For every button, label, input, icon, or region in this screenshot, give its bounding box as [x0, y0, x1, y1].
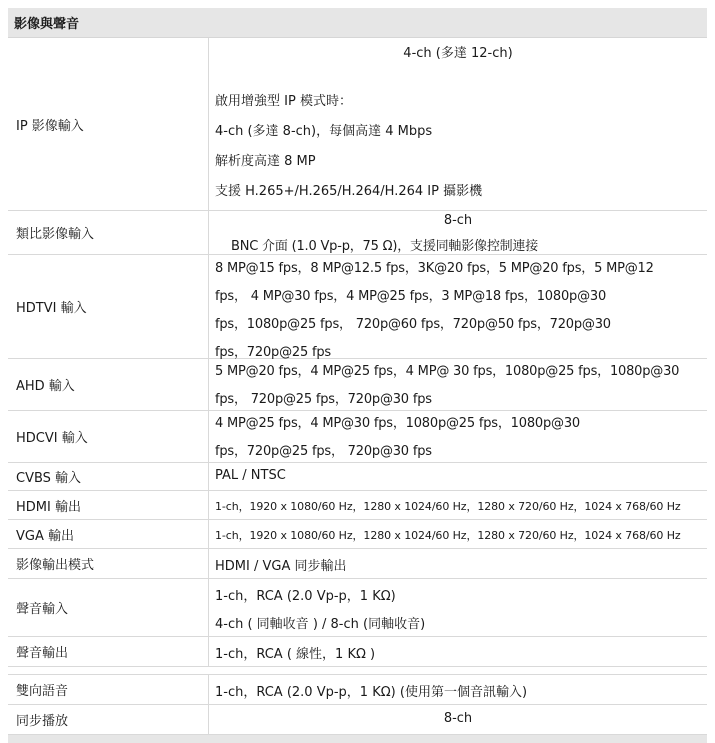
row-label: 類比影像輸入: [8, 211, 209, 254]
spec-row-hdcvi-input: [8, 411, 707, 463]
row-value: [209, 255, 707, 358]
row-label: AHD 輸入: [8, 359, 209, 410]
value-line: 1-ch，RCA (2.0 Vp-p，1 KΩ): [215, 589, 396, 604]
value-line: fps， 720p@25 fps，720p@30 fps: [215, 392, 432, 407]
spec-row-ip-video-input: [8, 38, 707, 211]
value-line: 4-ch (多達 12-ch): [403, 46, 513, 61]
row-label: HDMI 輸出: [8, 491, 209, 519]
spec-row-vga-output: [8, 520, 707, 549]
row-value: [209, 637, 707, 666]
value-line: 啟用增強型 IP 模式時：: [215, 94, 352, 109]
row-label: 聲音輸入: [8, 579, 209, 636]
spec-row-sync-playback: [8, 705, 707, 735]
row-label: 影像輸出模式: [8, 549, 209, 578]
row-value: [209, 211, 707, 254]
row-label: 同步播放: [8, 705, 209, 734]
spec-row-two-way-audio: [8, 675, 707, 705]
row-value: [209, 705, 707, 734]
value-line: 1-ch，RCA ( 線性，1 KΩ ): [215, 647, 376, 662]
value-line: 支援 H.265+/H.265/H.264/H.264 IP 攝影機: [215, 184, 483, 199]
row-label: CVBS 輸入: [8, 463, 209, 490]
value-line: PAL / NTSC: [215, 468, 286, 483]
row-separator: [8, 667, 707, 675]
row-label: VGA 輸出: [8, 520, 209, 548]
value-line: 4-ch ( 同軸收音 ) / 8-ch (同軸收音): [215, 617, 426, 632]
row-value: [209, 549, 707, 578]
spec-row-audio-input: [8, 579, 707, 637]
spec-table: [8, 8, 707, 743]
value-line: 8 MP@15 fps，8 MP@12.5 fps，3K@20 fps，5 MP@20 fps，5 MP@12: [215, 261, 654, 276]
row-label: IP 影像輸入: [8, 38, 209, 210]
value-line: 8-ch: [443, 711, 473, 726]
row-label: 雙向語音: [8, 675, 209, 704]
value-line: 1-ch，RCA (2.0 Vp-p，1 KΩ) (使用第一個音訊輸入): [215, 685, 528, 700]
spec-row-ahd-input: [8, 359, 707, 411]
value-line: fps，1080p@25 fps， 720p@60 fps，720p@50 fps，720p@30: [215, 317, 611, 332]
row-label: HDTVI 輸入: [8, 255, 209, 358]
section-title: 影像與聲音: [14, 17, 80, 32]
spec-row-audio-output: [8, 637, 707, 667]
row-value: [209, 463, 707, 490]
spec-row-analog-video-input: [8, 211, 707, 255]
row-label: 聲音輸出: [8, 637, 209, 666]
value-line: 8-ch: [443, 213, 473, 228]
row-value: [209, 411, 707, 462]
value-line: 1-ch，1920 x 1080/60 Hz，1280 x 1024/60 Hz，1280 x 720/60 Hz，1024 x 768/60 Hz: [215, 529, 681, 542]
row-value: [209, 38, 707, 210]
row-value: [209, 520, 707, 548]
value-line: fps，720p@25 fps: [215, 345, 331, 360]
value-line: HDMI / VGA 同步輸出: [215, 559, 347, 574]
section-header: [8, 8, 707, 38]
value-line: 1-ch，1920 x 1080/60 Hz，1280 x 1024/60 Hz，1280 x 720/60 Hz，1024 x 768/60 Hz: [215, 500, 681, 513]
spec-row-hdmi-output: [8, 491, 707, 520]
row-label: HDCVI 輸入: [8, 411, 209, 462]
row-value: [209, 675, 707, 704]
row-value: [209, 491, 707, 519]
value-line: 4 MP@25 fps，4 MP@30 fps，1080p@25 fps，1080p@30: [215, 416, 580, 431]
row-value: [209, 359, 707, 410]
spec-row-cvbs-input: [8, 463, 707, 491]
value-line: fps，720p@25 fps， 720p@30 fps: [215, 444, 432, 459]
value-line: 5 MP@20 fps，4 MP@25 fps，4 MP@ 30 fps，1080p@25 fps，1080p@30: [215, 364, 680, 379]
spec-row-video-output-mode: [8, 549, 707, 579]
value-line: fps， 4 MP@30 fps，4 MP@25 fps，3 MP@18 fps，1080p@30: [215, 289, 607, 304]
value-line: 解析度高達 8 MP: [215, 154, 316, 169]
value-line: 4-ch (多達 8-ch)，每個高達 4 Mbps: [215, 124, 433, 139]
value-line: BNC 介面 (1.0 Vp-p，75 Ω)，支援同軸影像控制連接: [231, 239, 539, 254]
spec-row-hdtvi-input: [8, 255, 707, 359]
row-value: [209, 579, 707, 636]
